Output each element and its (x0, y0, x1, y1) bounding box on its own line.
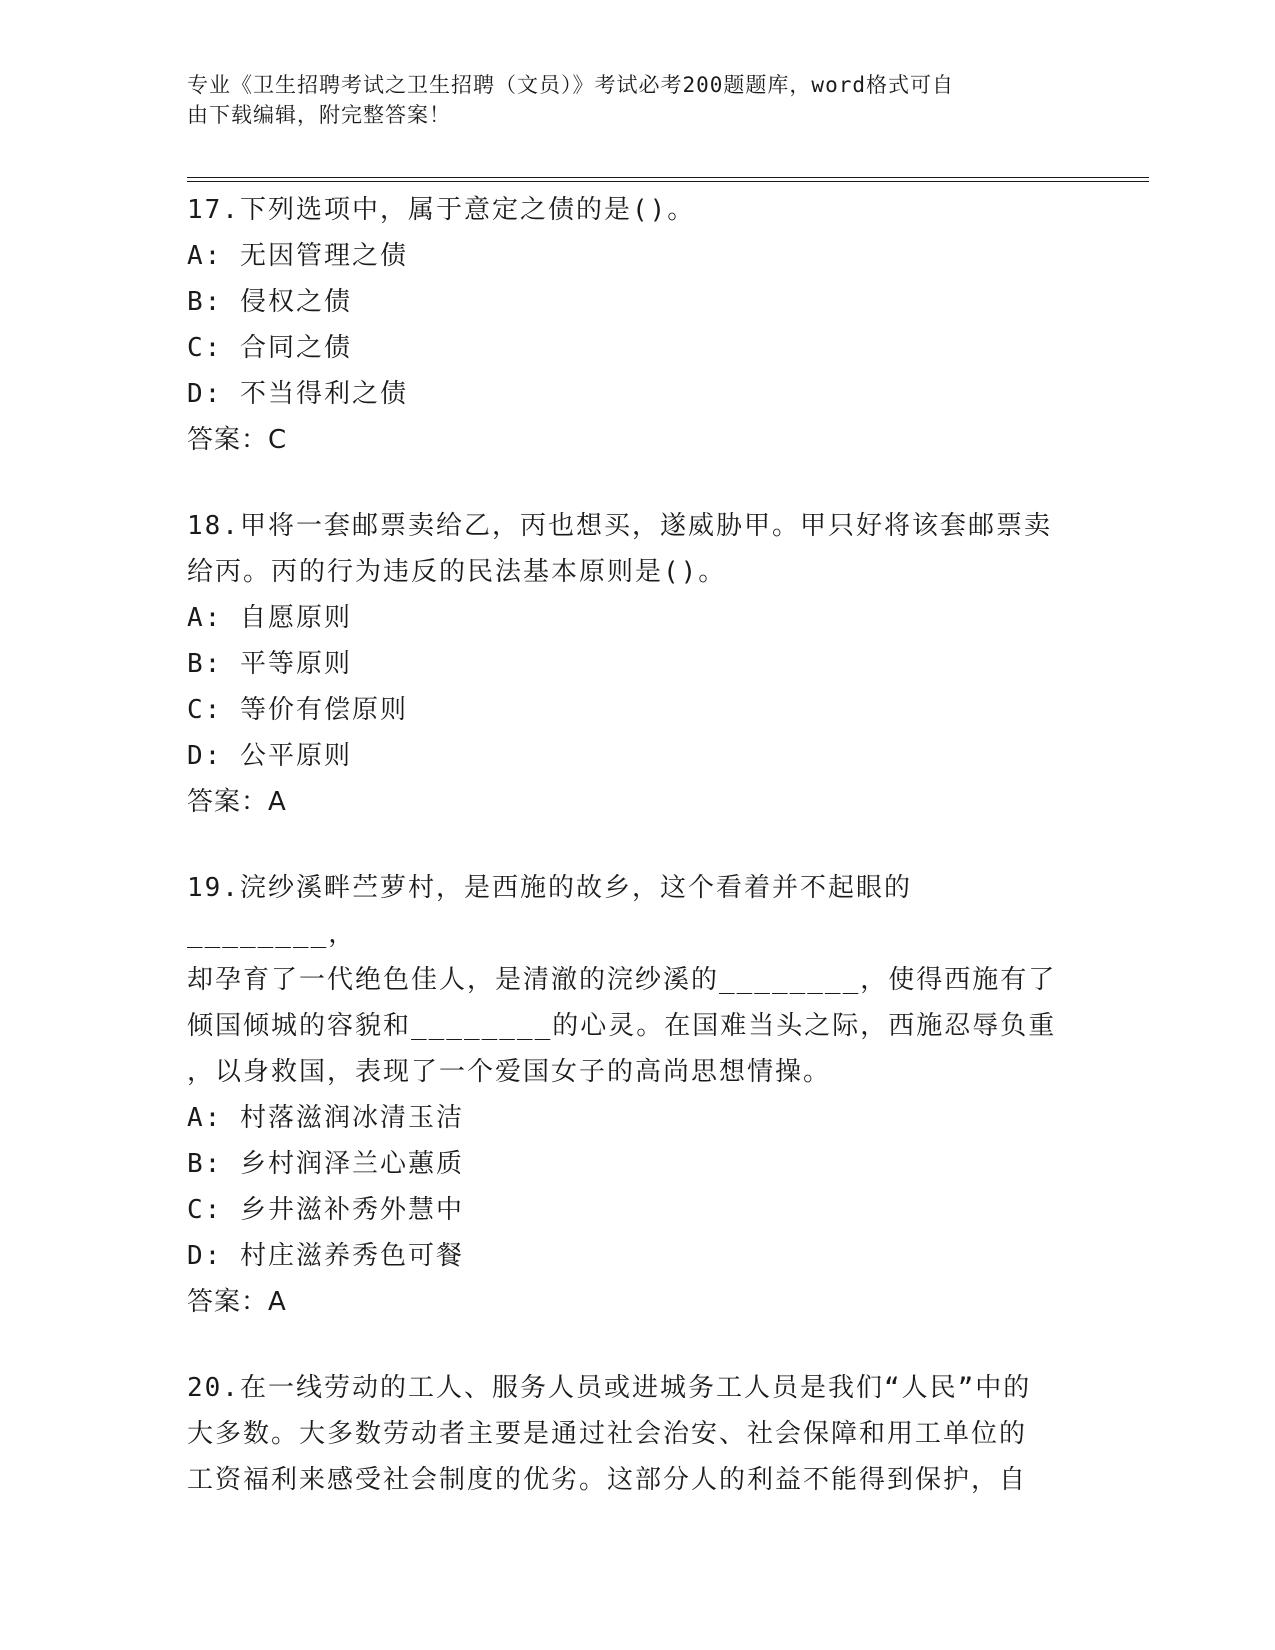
option-b: B: 侵权之债 (187, 287, 352, 317)
option-b: B: 平等原则 (187, 649, 352, 679)
answer-label: 答案：A (187, 787, 287, 817)
option-a: A: 无因管理之债 (187, 241, 408, 271)
option-b: B: 乡村润泽兰心蕙质 (187, 1149, 464, 1179)
header-line-2: 由下载编辑，附完整答案！ (187, 103, 451, 127)
question-18 (187, 503, 1067, 825)
question-text: ，以身救国，表现了一个爱国女子的高尚思想情操。 (187, 1057, 832, 1087)
answer-label: 答案：C (187, 425, 288, 455)
header-divider-bottom (187, 181, 1149, 182)
question-text: 19.浣纱溪畔苎萝村，是西施的故乡，这个看着并不起眼的________， (187, 873, 912, 949)
question-text: 18.甲将一套邮票卖给乙，丙也想买，遂威胁甲。甲只好将该套邮票卖 (187, 511, 1052, 541)
option-c: C: 乡井滋补秀外慧中 (187, 1195, 464, 1225)
option-c: C: 合同之债 (187, 333, 352, 363)
header-divider-top (187, 177, 1149, 178)
document-header (187, 70, 1067, 130)
question-text: 给丙。丙的行为违反的民法基本原则是()。 (187, 557, 727, 587)
question-17 (187, 187, 1067, 463)
question-20 (187, 1365, 1067, 1503)
option-d: D: 村庄滋养秀色可餐 (187, 1241, 464, 1271)
question-text: 20.在一线劳动的工人、服务人员或进城务工人员是我们“人民”中的 (187, 1373, 1032, 1403)
option-a: A: 自愿原则 (187, 603, 352, 633)
question-list (187, 187, 1067, 1543)
question-text: 倾国倾城的容貌和________的心灵。在国难当头之际，西施忍辱负重 (187, 1011, 1057, 1041)
option-d: D: 不当得利之债 (187, 379, 408, 409)
question-19 (187, 865, 1067, 1325)
header-line-1: 专业《卫生招聘考试之卫生招聘（文员）》考试必考200题题库，word格式可自 (187, 73, 954, 97)
option-a: A: 村落滋润冰清玉洁 (187, 1103, 464, 1133)
question-text: 却孕育了一代绝色佳人，是清澈的浣纱溪的________，使得西施有了 (187, 965, 1057, 995)
option-d: D: 公平原则 (187, 741, 352, 771)
question-text: 大多数。大多数劳动者主要是通过社会治安、社会保障和用工单位的 (187, 1419, 1028, 1449)
question-text: 17.下列选项中，属于意定之债的是()。 (187, 195, 696, 225)
question-text: 工资福利来感受社会制度的优劣。这部分人的利益不能得到保护，自 (187, 1465, 1028, 1495)
answer-label: 答案：A (187, 1287, 287, 1317)
option-c: C: 等价有偿原则 (187, 695, 408, 725)
